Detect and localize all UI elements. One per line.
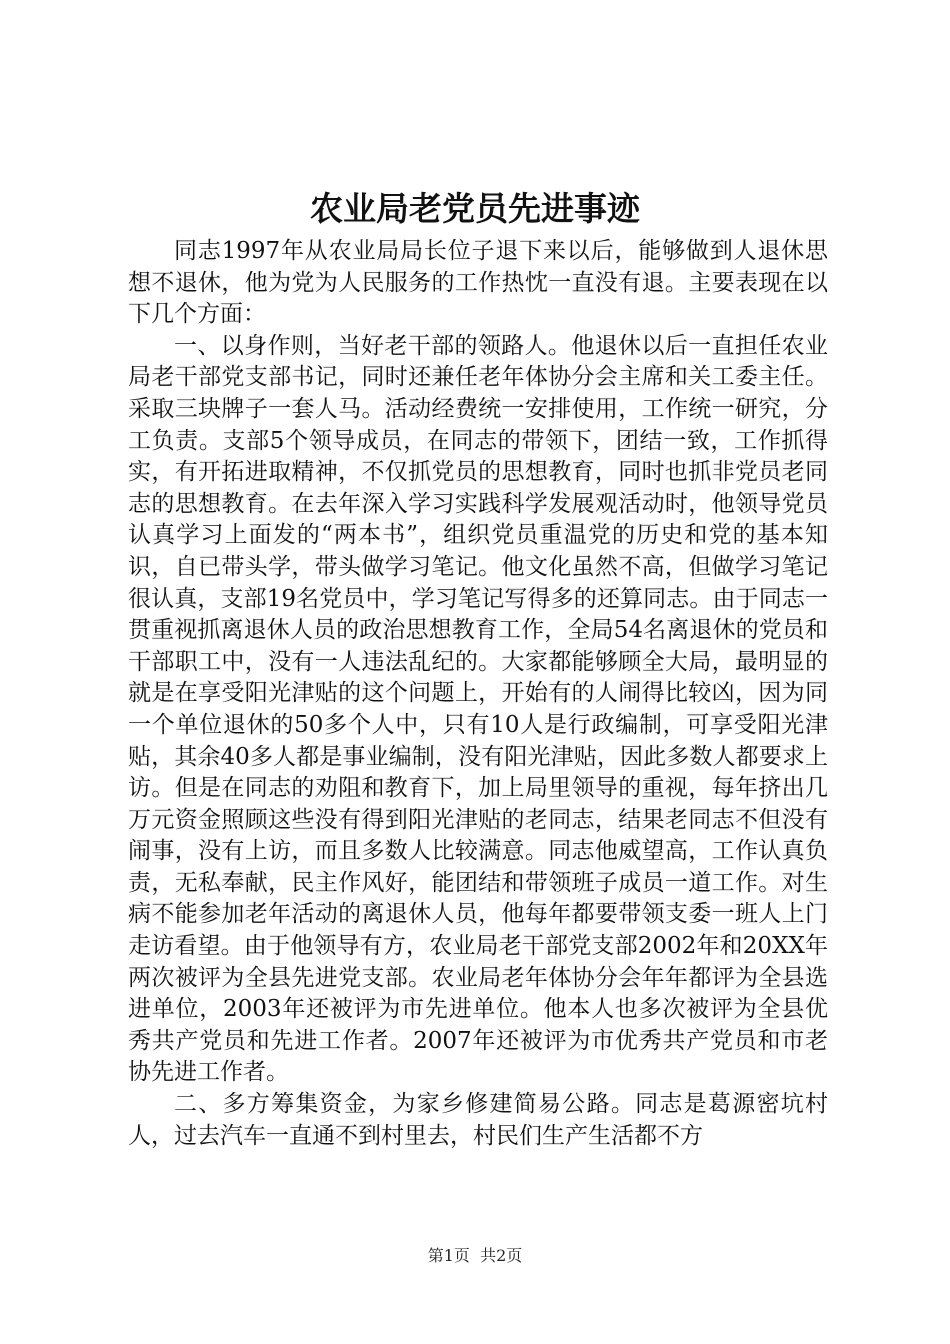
paragraph-section-two: 二、多方筹集资金，为家乡修建简易公路。同志是葛源密坑村人，过去汽车一直通不到村里去，村民们生产生活都不方 xyxy=(128,1091,828,1149)
paragraph-section-one: 一、以身作则，当好老干部的领路人。他退休以后一直担任农业局老干部党支部书记，同时还兼任老年体协分会主席和关工委主任。采取三块牌子一套人马。活动经费统一安排使用，工作统一研究，分工负责。支部5个领导成员，在同志的带领下，团结一致，工作抓得实，有开拓进取精神，不仅抓党员的思想教育，同时也抓非党员老同志的思想教育。在去年深入学习实践科学发展观活动时，他领导党员认真学习上面发的“两本书”，组织党员重温党的历史和党的基本知识，自已带头学，带头做学习笔记。他文化虽然不高，但做学习笔记很认真，支部19名党员中，学习笔记写得多的还算同志。由于同志一贯重视抓离退休人员的政治思想教育工作，全局54名离退休的党员和干部职工中，没有一人违法乱纪的。大家都能够顾全大局，最明显的就是在享受阳光津贴的这个问题上，开始有的人闹得比较凶，因为同一个单位退休的50多个人中，只有10人是行政编制，可享受阳光津贴，其余40多人都是事业编制，没有阳光津贴，因此多数人都要求上访。但是在同志的劝阻和教育下，加上局里领导的重视，每年挤出几万元资金照顾这些没有得到阳光津贴的老同志，结果老同志不但没有闹事，没有上访，而且多数人比较满意。同志他威望高，工作认真负责，无私奉献，民主作风好，能团结和带领班子成员一道工作。对生病不能参加老年活动的离退休人员，他每年都要带领支委一班人上门走访看望。由于他领导有方，农业局老干部党支部2002年和20XX年两次被评为全县先进党支部。农业局老年体协分会年年都评为全县选进单位，2003年还被评为市先进单位。他本人也多次被评为全县优秀共产党员和先进工作者。2007年还被评为市优秀共产党员和市老协先进工作者。 xyxy=(128,332,828,1086)
document-body xyxy=(128,236,828,1152)
page-footer xyxy=(0,1244,950,1268)
paragraph-intro: 同志1997年从农业局局长位子退下来以后，能够做到人退休思想不退休，他为党为人民服务的工作热忱一直没有退。主要表现在以下几个方面： xyxy=(128,238,828,328)
document-title: 农业局老党员先进事迹 xyxy=(310,189,640,228)
page-number-label: 第1页 共2页 xyxy=(427,1246,523,1265)
